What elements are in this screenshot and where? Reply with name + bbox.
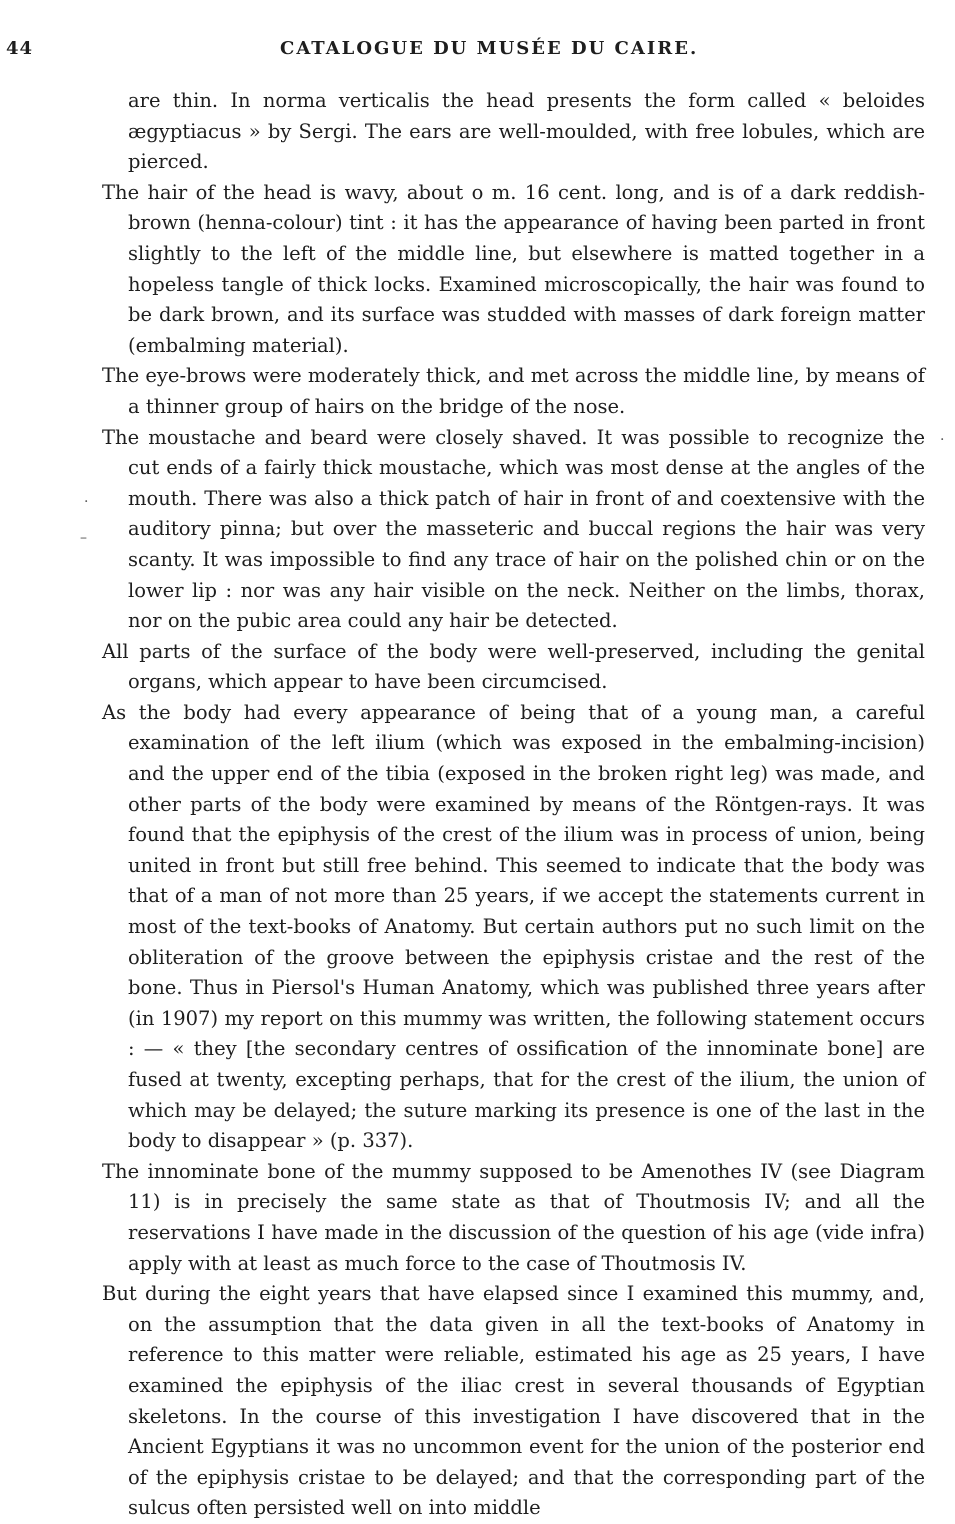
paragraph-innominate-bone: The innominate bone of the mummy supposed to be Amenothes IV (see Diagram 11) is in precisely the same state as that of Thoutmosis IV; and all the reservations I have made in the discussion of the question of his age (vide infra) apply with at least as much force to the case of Thoutmosis IV. [102, 1159, 925, 1275]
paragraph-body-surface: All parts of the surface of the body were well-preserved, including the genital organs, which appear to have been circumcised. [102, 639, 925, 694]
page-number: 44 [6, 38, 34, 59]
margin-mark: · [940, 432, 945, 448]
paragraph-hair: The hair of the head is wavy, about o m. 16 cent. long, and is of a dark reddish-brown (henna-colour) tint : it has the appearance of having been parted in front slightly to the left of the middle line, but elsewhere is matted together in a hopeless tangle of thick locks. Examined microscopically, the hair was found to be dark brown, and its surface was studded with masses of dark foreign matter (embalming material). [102, 180, 925, 357]
paragraph-head-form: are thin. In norma verticalis the head presents the form called « beloides ægyptiacus » by Sergi. The ears are well-moulded, with free lobules, which are pierced. [128, 89, 925, 174]
margin-mark: – [80, 530, 87, 546]
running-head: CATALOGUE DU MUSÉE DU CAIRE. [280, 38, 699, 59]
paragraph-age-examination: As the body had every appearance of being that of a young man, a careful examination of the left ilium (which was exposed in the embalming-incision) and the upper end of the tibia (exposed in the broken right leg) was made, and other parts of the body were examined by means of the Röntgen-rays. It was found that the epiphysis of the crest of the ilium was in process of union, being united in front but still free behind. This seemed to indicate that the body was that of a man of not more than 25 years, if we accept the statements current in most of the text-books of Anatomy. But certain authors put no such limit on the obliteration of the groove between the epiphysis cristae and the rest of the bone. Thus in Piersol's Human Anatomy, which was published three years after (in 1907) my report on this mummy was written, the following statement occurs : — « they [the secondary centres of ossification of the innominate bone] are fused at twenty, excepting perhaps, that for the crest of the ilium, the union of which may be delayed; the suture marking its presence is one of the last in the body to disappear » (p. 337). [102, 700, 925, 1153]
paragraph-iliac-crest-study: But during the eight years that have elapsed since I examined this mummy, and, on the assumption that the data given in all the text-books of Anatomy in reference to this matter were reliable, estimated his age as 25 years, I have examined the epiphysis of the iliac crest in several thousands of Egyptian skeletons. In the course of this investigation I have discovered that in the Ancient Egyptians it was no uncommon event for the union of the posterior end of the epiphysis cristae to be delayed; and that the corresponding part of the sulcus often persisted well on into middle [102, 1282, 925, 1520]
paragraph-eye-brows: The eye-brows were moderately thick, and met across the middle line, by means of a thinner group of hairs on the bridge of the nose. [102, 364, 925, 418]
paragraph-moustache-beard: The moustache and beard were closely shaved. It was possible to recognize the cut ends of a fairly thick moustache, which was most dense at the angles of the mouth. There was also a thick patch of hair in front of and coextensive with the auditory pinna; but over the masseteric and buccal regions the hair was very scanty. It was impossible to find any trace of hair on the polished chin or on the lower lip : nor was any hair visible on the neck. Neither on the limbs, thorax, nor on the pubic area could any hair be detected. [102, 425, 925, 633]
body-text [102, 86, 925, 1524]
margin-mark: · [84, 494, 89, 510]
